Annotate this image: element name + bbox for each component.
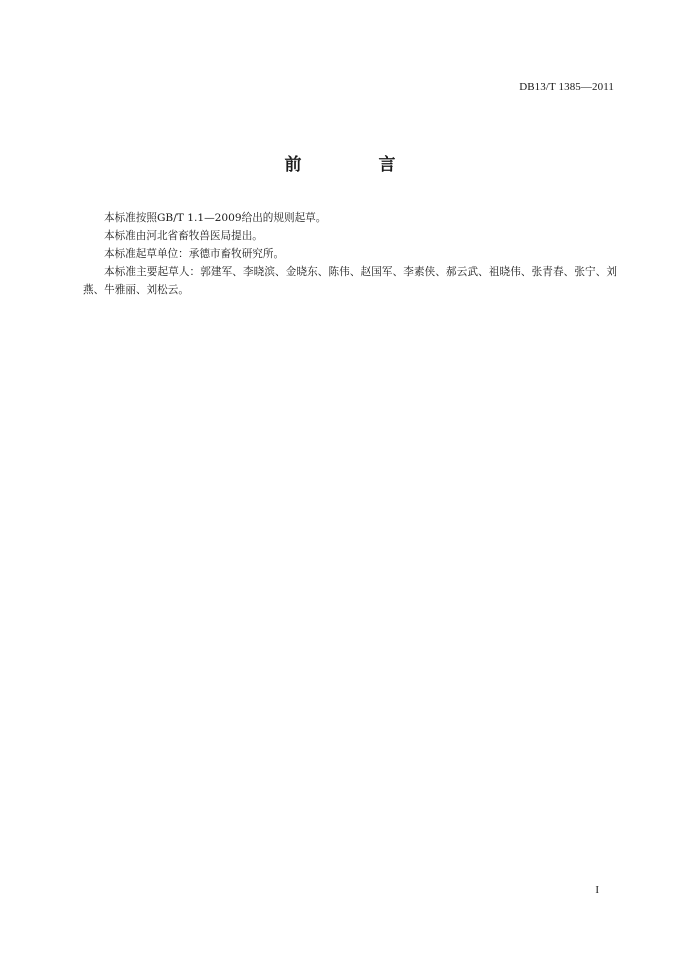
paragraph-drafters: 本标准主要起草人：郭建军、李晓滨、金晓东、陈伟、赵国军、李素侠、郝云武、祖晓伟、张青春、张宁、刘燕、牛雅丽、刘松云。	[83, 266, 617, 296]
paragraph-proposer: 本标准由河北省畜牧兽医局提出。	[104, 230, 263, 242]
page-title: 前 言	[284, 155, 426, 175]
foreword-body	[83, 209, 617, 299]
paragraph-drafting-rules: 本标准按照GB/T 1.1—2009给出的规则起草。	[104, 212, 327, 224]
document-code: DB13/T 1385—2011	[519, 81, 614, 93]
page-number: I	[595, 884, 599, 896]
paragraph-drafting-unit: 本标准起草单位：承德市畜牧研究所。	[104, 248, 285, 260]
